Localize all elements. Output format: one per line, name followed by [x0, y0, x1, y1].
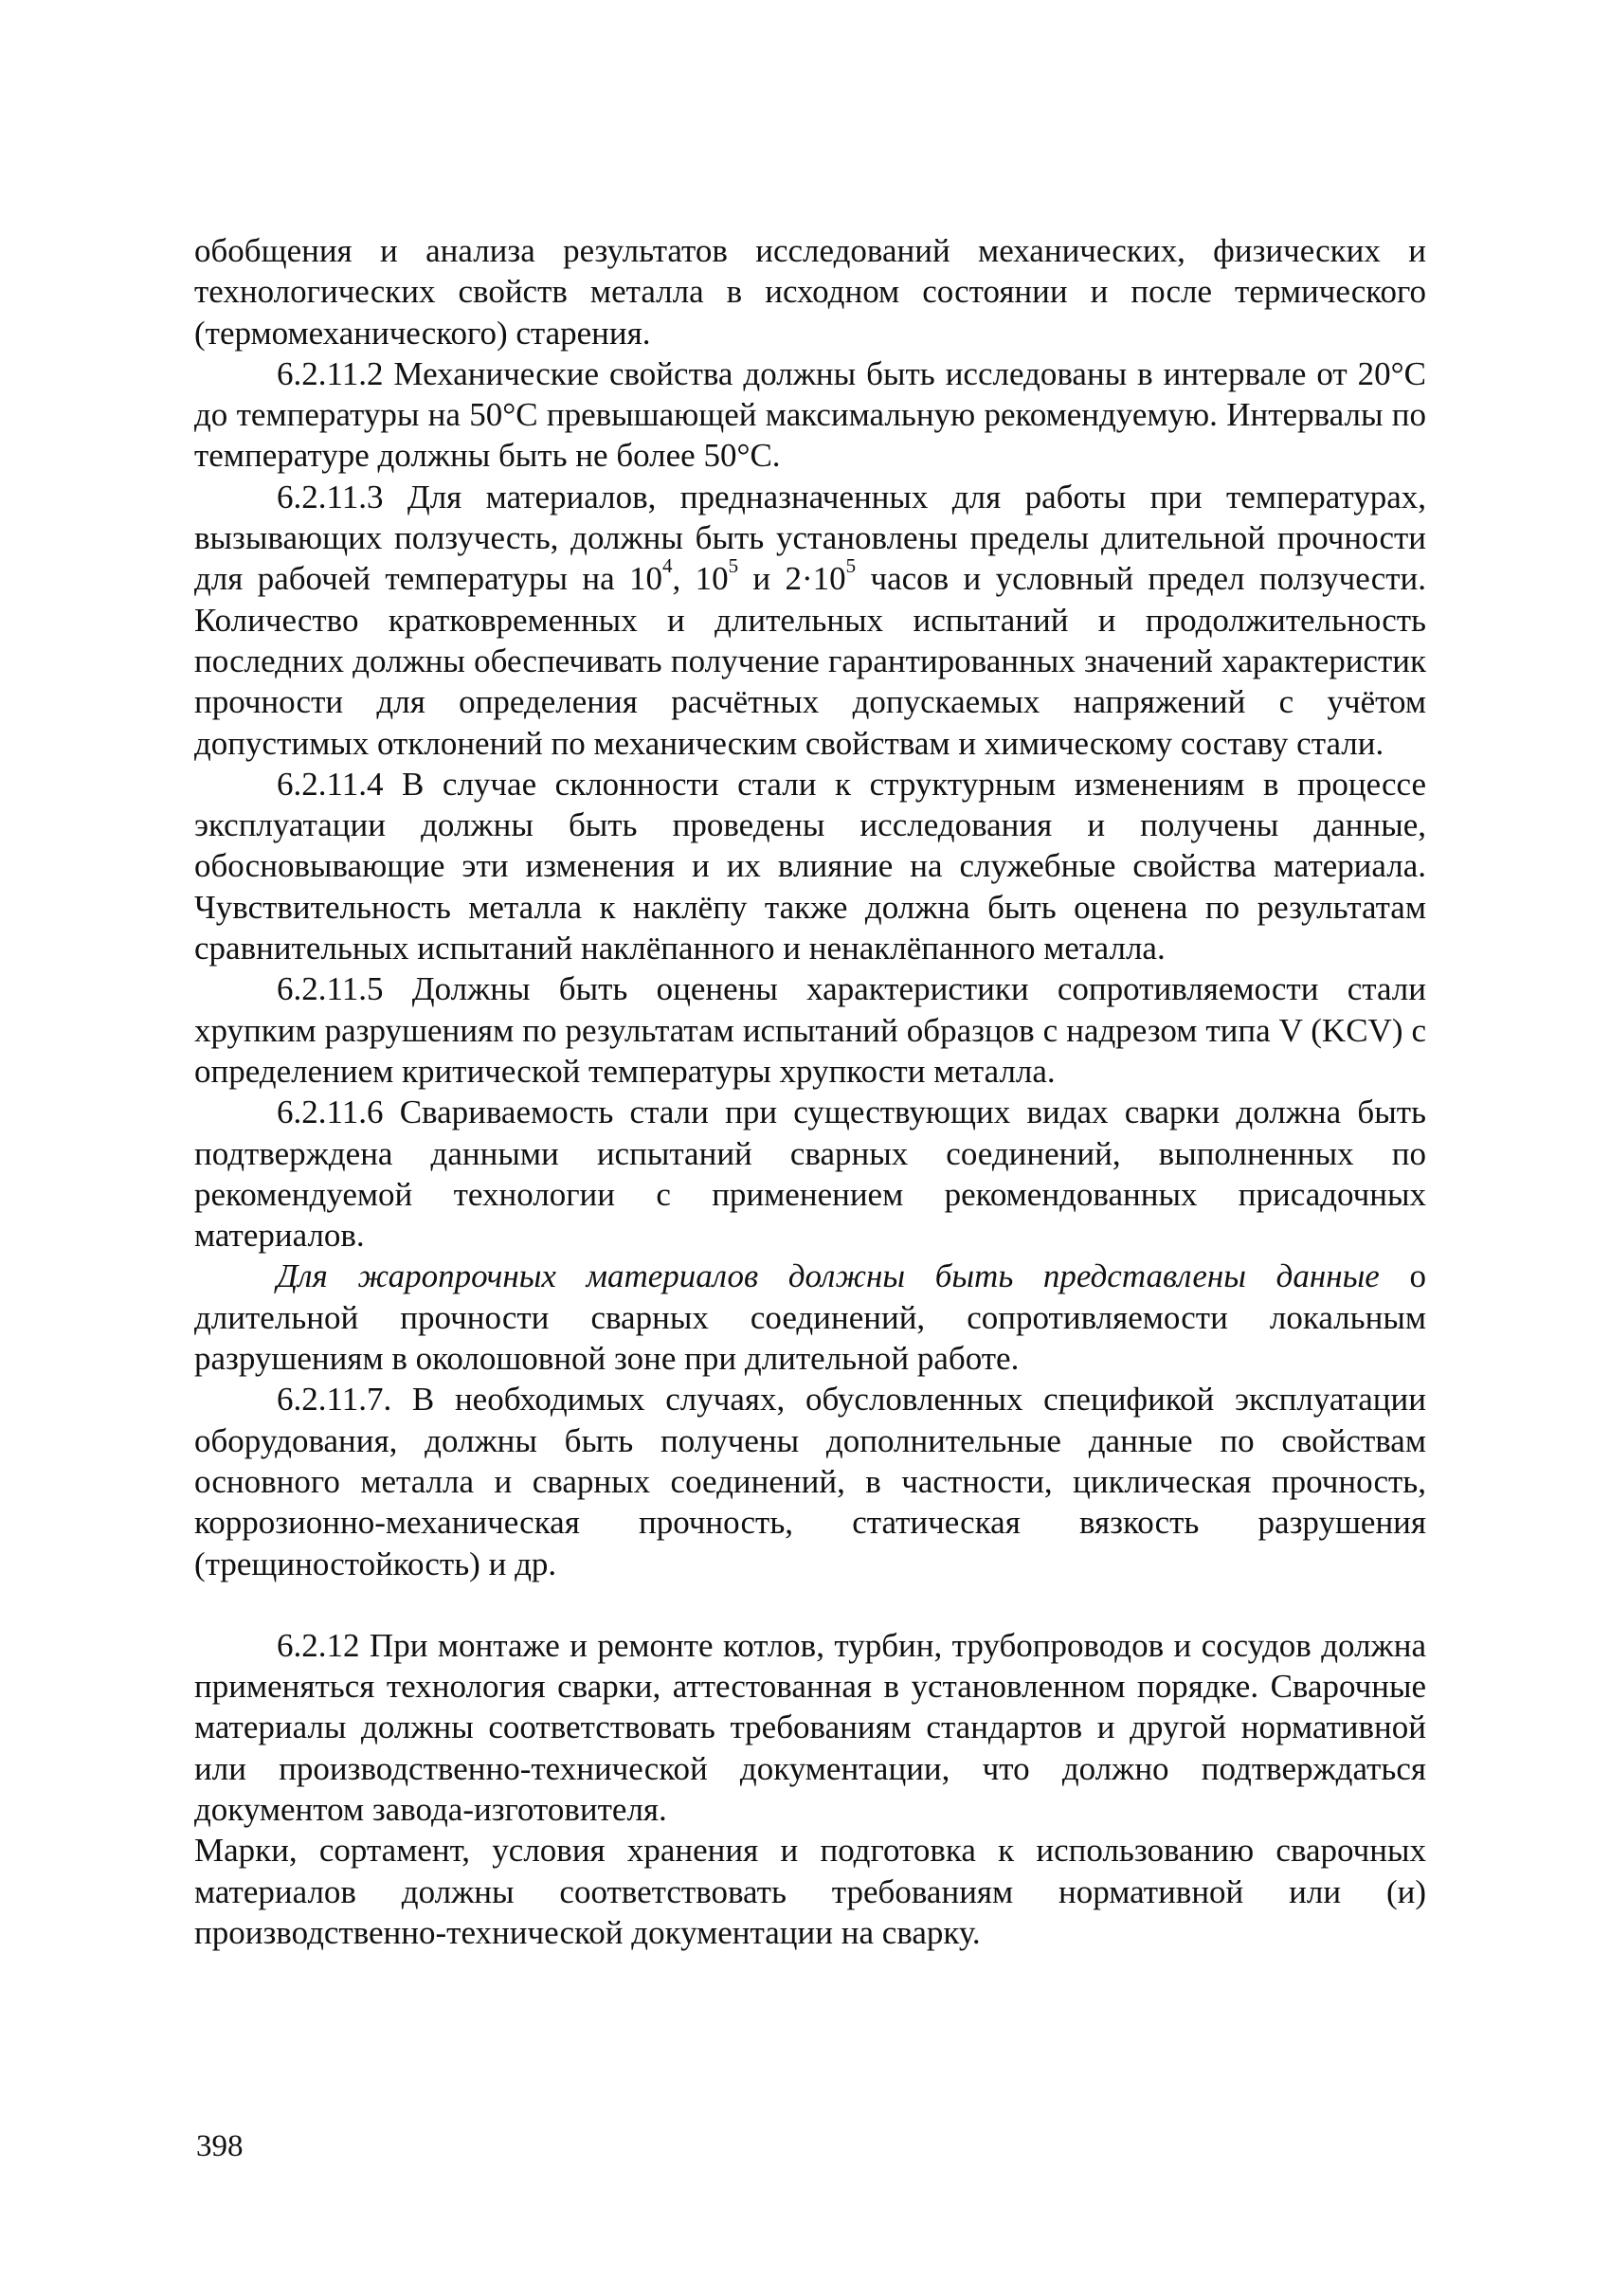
- paragraph-6-2-11-4: 6.2.11.4 В случае склонности стали к структурным изменениям в процессе эксплуатации должны быть проведены исследования и получены данные, обосновывающие эти изменения и их влияние на служебные свойства материала. Чувствительность металла к наклёпу также должна быть оценена по результатам сравнительных испытаний наклёпанного и ненаклёпанного металла.: [194, 765, 1426, 967]
- paragraph-6-2-12: 6.2.12 При монтаже и ремонте котлов, турбин, трубопроводов и сосудов должна применяться технология сварки, аттестованная в установленном порядке. Сварочные материалы должны соответствовать требованиям стандартов и другой нормативной или производственно-технической документации, что должно подтверждаться документом завода-изготовителя.: [194, 1626, 1426, 1828]
- paragraph-6-2-11-5: 6.2.11.5 Должны быть оценены характеристики сопротивляемости стали хрупким разрушениям по результатам испытаний образцов с надрезом типа V (KCV) с определением критической температуры хрупкости металла.: [194, 970, 1426, 1090]
- paragraph-text: , 10: [672, 560, 729, 598]
- paragraph-continuation: обобщения и анализа результатов исследований механических, физических и технологических свойств металла в исходном состоянии и после термического (термомеханического) старения.: [194, 232, 1426, 352]
- paragraph-welding-materials: Марки, сортамент, условия хранения и подготовка к использованию сварочных материалов должны соответствовать требованиям нормативной или (и) производственно-технической документации на сварку.: [194, 1832, 1426, 1951]
- paragraph-6-2-11-2: 6.2.11.2 Механические свойства должны быть исследованы в интервале от 20°С до температуры на 50°С превышающей максимальную рекомендуемую. Интервалы по температуре должны быть не более 50°С.: [194, 354, 1426, 475]
- exponent: 5: [728, 554, 739, 578]
- paragraph-text: и 2·10: [738, 560, 846, 598]
- paragraph-heat-resistant: [194, 1256, 1426, 1379]
- page-body: [194, 230, 1426, 1953]
- exponent: 5: [845, 554, 857, 578]
- paragraph-6-2-11-7: 6.2.11.7. В необходимых случаях, обусловленных спецификой эксплуатации оборудования, должны быть получены дополнительные данные по свойствам основного металла и сварных соединений, в частности, циклическая прочность, коррозионно-механическая прочность, статическая вязкость разрушения (трещиностойкость) и др.: [194, 1381, 1426, 1582]
- paragraph-6-2-11-6: 6.2.11.6 Свариваемость стали при существующих видах сварки должна быть подтверждена данными испытаний сварных соединений, выполненных по рекомендуемой технологии с применением рекомендованных присадочных материалов.: [194, 1094, 1426, 1255]
- paragraph-text: часов и условный предел ползучести. Количество кратковременных и длительных испытаний и продолжительность последних должны обеспечивать получение гарантированных значений характеристик прочности для определения расчётных допускаемых напряжений с учётом допустимых отклонений по механическим свойствам и химическому составу стали.: [194, 560, 1427, 762]
- paragraph-text: о длительной прочности сварных соединений, сопротивляемости локальным разрушениям в околошовной зоне при длительной работе.: [194, 1257, 1427, 1378]
- paragraph-6-2-11-3: [194, 477, 1426, 764]
- paragraph-text: 6.2.11.3 Для материалов, предназначенных для работы при температурах, вызывающих ползучесть, должны быть установлены пределы длительной прочности для рабочей температуры на 10: [194, 478, 1426, 598]
- page-number: 398: [196, 2129, 244, 2163]
- exponent: 4: [662, 554, 673, 578]
- italic-phrase: Для жаропрочных материалов должны быть представлены данные: [277, 1257, 1380, 1295]
